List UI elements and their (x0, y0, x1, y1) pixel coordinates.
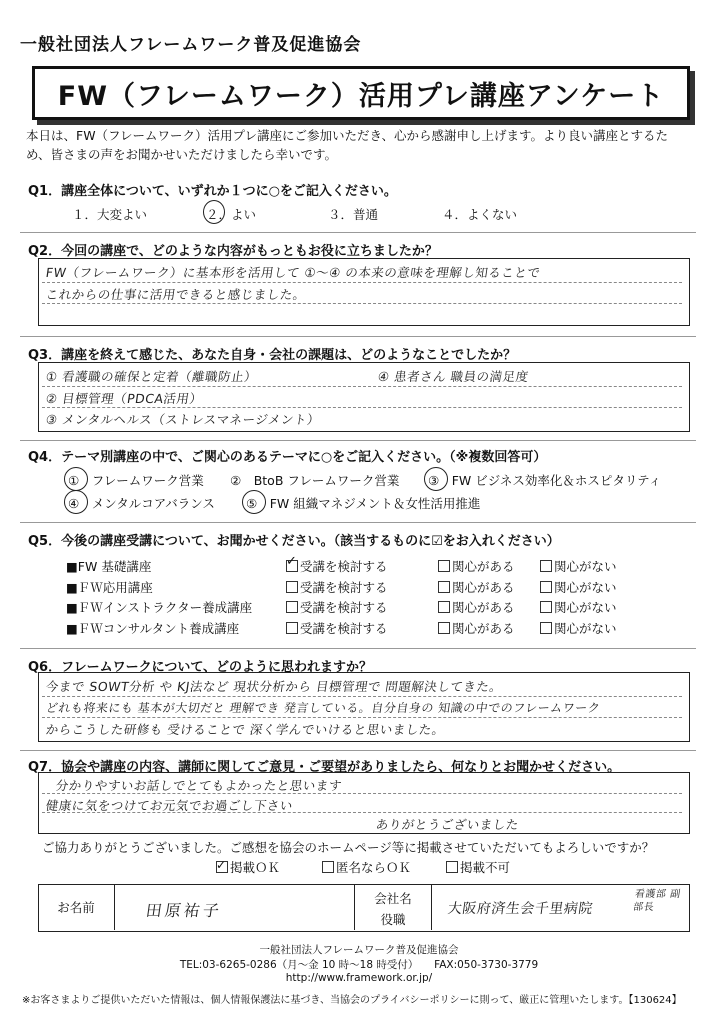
checkbox-icon[interactable] (540, 601, 552, 613)
checkbox-option[interactable]: 関心がない (540, 597, 617, 618)
table-row (66, 577, 617, 598)
table-row (66, 556, 617, 577)
q6-answer-line: からこうした研修も 受けることで 深く学んでいけると思いました。 (44, 722, 446, 737)
ruled-line (42, 303, 682, 304)
role-label: 役職 (380, 912, 406, 927)
checkbox-icon[interactable] (540, 581, 552, 593)
q3-answer-line: ③ メンタルヘルス（ストレスマネージメント） (44, 412, 322, 427)
name-label: お名前 (38, 884, 115, 930)
section-divider (20, 336, 696, 337)
table-row (66, 597, 617, 618)
ruled-line (42, 717, 682, 718)
section-divider (20, 750, 696, 751)
checkbox-option[interactable]: 関心がある (438, 597, 540, 618)
section-divider (20, 648, 696, 649)
checkbox-option[interactable]: 受講を検討する (286, 577, 438, 598)
checked-checkbox-icon[interactable]: ✓ (286, 560, 298, 572)
checkbox-option[interactable]: 関心がある (438, 556, 540, 577)
checkbox-icon[interactable] (540, 560, 552, 572)
q4-option[interactable]: ③ FW ビジネス効率化＆ホスピタリティ (428, 473, 662, 488)
q2-answer-line: これからの仕事に活用できると感じました。 (44, 287, 307, 302)
ruled-line (42, 696, 682, 697)
q6-answer-line: 今まで SOWT分析 や KJ法など 現状分析から 目標管理で 問題解決してきた。 (44, 679, 504, 694)
checkbox-option[interactable]: 受講を検討する (286, 618, 438, 639)
selection-circle (64, 467, 88, 491)
q4-option[interactable]: ④ メンタルコアバランス (68, 496, 215, 511)
checkbox-option[interactable]: 関心がない (540, 556, 617, 577)
consent-question: ご協力ありがとうございました。ご感想を協会のホームページ等に掲載させていただいてもよろしいですか？ (42, 840, 655, 855)
intro-text (26, 126, 696, 164)
q1-label: Q1．講座全体について、いずれか１つに○をご記入ください。 (28, 184, 397, 199)
selection-circle (203, 200, 225, 224)
q7-answer-line: 健康に気をつけてお元気でお過ごし下さい (44, 798, 294, 813)
q2-label: Q2．今回の講座で、どのような内容がもっともお役に立ちましたか？ (28, 244, 438, 259)
selection-circle (424, 467, 448, 491)
q4-option[interactable]: ② BtoB フレームワーク営業 (230, 473, 400, 488)
company-label: 会社名 (374, 891, 412, 906)
q3-label: Q3．講座を終えて感じた、あなた自身・会社の課題は、どのようなことでしたか？ (28, 348, 517, 363)
checkbox-icon[interactable] (540, 622, 552, 634)
q2-answer-line: FW（フレームワーク）に基本形を活用して ①～④ の本来の意味を理解し知ることで (44, 265, 542, 280)
checkbox-option[interactable]: 関心がない (540, 577, 617, 598)
section-divider (20, 232, 696, 233)
consent-option[interactable]: 掲載不可 (446, 858, 510, 876)
q3-answer-line: ① 看護職の確保と定着（離職防止） (44, 369, 259, 384)
footer-privacy-note: ※お客さまよりご提供いただいた情報は、個人情報保護法に基づき、当協会のプライバシーポリシーに則って、厳正に管理いたします。【130624】 (22, 995, 682, 1006)
section-divider (20, 522, 696, 523)
name-value[interactable]: 田原祐子 (144, 901, 224, 920)
ruled-line (42, 386, 682, 387)
q5-label: Q5．今後の講座受講について、お聞かせください。（該当するものに☑をお入れください） (28, 534, 560, 549)
checkbox-option[interactable]: ✓ 受講を検討する (286, 554, 388, 575)
q7-answer-line: ありがとうございました (374, 817, 520, 832)
company-value[interactable]: 大阪府済生会千里病院 (446, 901, 594, 917)
survey-title: FW（フレームワーク）活用プレ講座アンケート (32, 66, 690, 120)
footer-contact: TEL:03-6265-0286（月～金 10 時～18 時受付） FAX:050-3730-3779 (179, 959, 539, 971)
selection-circle (242, 490, 266, 514)
intro-line: 本日は、FW（フレームワーク）活用プレ講座にご参加いただき、心から感謝申し上げます。より良い講座とするた (26, 128, 669, 143)
checkbox-icon[interactable] (286, 581, 298, 593)
checked-checkbox-icon[interactable]: ✓ (216, 858, 227, 872)
table-row (66, 618, 617, 639)
checkbox-icon[interactable] (322, 861, 334, 873)
course-name: ■ＦＷインストラクター養成講座 (66, 600, 253, 616)
ruled-line (42, 282, 682, 283)
company-label-cell (354, 884, 432, 930)
consent-option[interactable]: 匿名ならＯＫ (322, 858, 411, 876)
q4-option[interactable]: ⑤ FW 組織マネジメント＆女性活用推進 (246, 496, 481, 511)
q3-answer-line: ② 目標管理（PDCA活用） (44, 391, 204, 406)
q4-label: Q4．テーマ別講座の中で、ご関心のあるテーマに○をご記入ください。（※複数回答可） (28, 450, 547, 465)
checkbox-icon[interactable] (438, 560, 450, 572)
checkbox-icon[interactable] (446, 861, 458, 873)
course-name: ■ＦＷコンサルタント養成講座 (66, 620, 240, 636)
consent-option[interactable]: ✓ 掲載ＯＫ (216, 858, 281, 875)
organization-name: 一般社団法人フレームワーク普及促進協会 (20, 35, 362, 55)
q1-option[interactable]: ２．よい (206, 207, 257, 222)
q6-label: Q6．フレームワークについて、どのように思われますか？ (28, 660, 373, 675)
q5-table (66, 556, 617, 638)
checkbox-option[interactable]: 関心がある (438, 577, 540, 598)
checkbox-option[interactable]: 関心がある (438, 618, 540, 639)
ruled-line (42, 407, 682, 408)
q1-option[interactable]: ３．普通 (328, 207, 379, 222)
checkbox-icon[interactable] (438, 581, 450, 593)
selection-circle (64, 490, 88, 514)
q7-answer-line: 分かりやすいお話しでとてもよかったと思います (54, 778, 343, 793)
checkbox-option[interactable]: 受講を検討する (286, 597, 438, 618)
q1-option[interactable]: １．大変よい (72, 207, 148, 222)
role-value[interactable]: 看護部 副部長 (632, 889, 682, 913)
q3-answer-line: ④ 患者さん 職員の満足度 (376, 369, 530, 384)
q6-answer-line: どれも将来にも 基本が大切だと 理解でき 発言している。自分自身の 知識の中でのフレームワーク (44, 701, 602, 715)
checkbox-icon[interactable] (438, 622, 450, 634)
q7-label: Q7．協会や講座の内容、講師に関してご意見・ご要望がありましたら、何なりとお聞かせください。 (28, 760, 621, 775)
intro-line: め、皆さまの声をお聞かせいただけましたら幸いです。 (26, 147, 338, 162)
checkbox-icon[interactable] (286, 622, 298, 634)
checkbox-icon[interactable] (438, 601, 450, 613)
q1-option[interactable]: ４．よくない (442, 207, 518, 222)
footer-url[interactable]: http://www.framework.or.jp/ (285, 972, 433, 984)
checkbox-icon[interactable] (286, 601, 298, 613)
course-name: ■ＦＷ応用講座 (66, 579, 153, 595)
q4-option[interactable]: ① フレームワーク営業 (68, 473, 204, 488)
course-name: ■FW 基礎講座 (66, 559, 152, 575)
checkbox-option[interactable]: 関心がない (540, 618, 617, 639)
footer-org: 一般社団法人フレームワーク普及促進協会 (259, 944, 459, 956)
section-divider (20, 440, 696, 441)
